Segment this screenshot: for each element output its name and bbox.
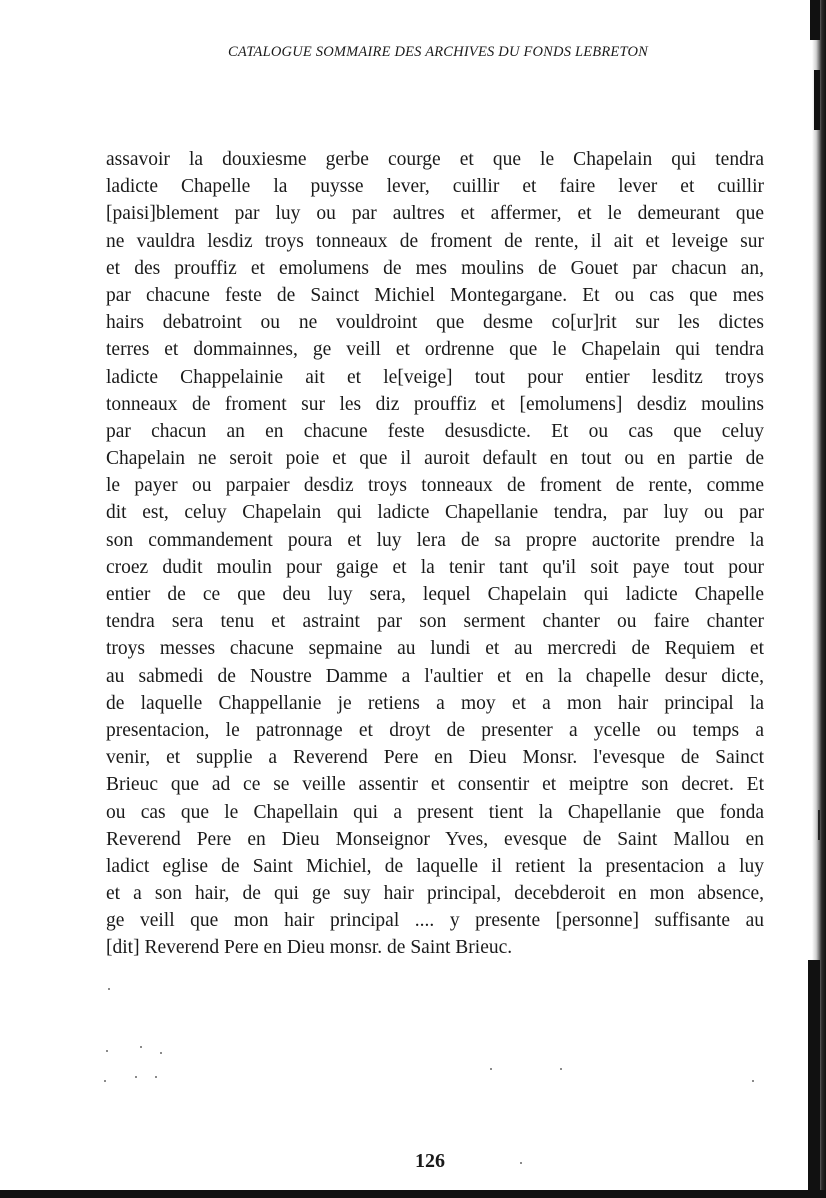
text-line: par chacune feste de Sainct Michiel Montegargane. Et ou cas que mes xyxy=(106,284,764,306)
text-line: au sabmedi de Noustre Damme a l'aultier et en la chapelle desur dicte, xyxy=(106,665,764,687)
text-line: [paisi]blement par luy ou par aultres et affermer, et le demeurant que xyxy=(106,203,764,225)
scan-speck xyxy=(140,1046,142,1048)
scan-edge-mark xyxy=(808,960,820,1190)
scan-speck xyxy=(520,1162,522,1164)
text-line: Brieuc que ad ce se veille assentir et consentir et meiptre son decret. Et xyxy=(106,774,764,796)
text-line: le payer ou parpaier desdiz troys tonneaux de froment de rente, comme xyxy=(106,475,764,497)
scan-speck xyxy=(108,988,110,990)
text-line: de laquelle Chappellanie je retiens a moy et a mon hair principal la xyxy=(106,692,764,714)
text-line: croez dudit moulin pour gaige et la tenir tant qu'il soit paye tout pour xyxy=(106,556,764,578)
scan-speck xyxy=(104,1080,106,1082)
text-line: dit est, celuy Chapelain qui ladicte Chapellanie tendra, par luy ou par xyxy=(106,502,764,524)
text-line: et des prouffiz et emolumens de mes moulins de Gouet par chacun an, xyxy=(106,257,764,279)
scan-speck xyxy=(160,1052,162,1054)
page-number: 126 xyxy=(415,1150,445,1172)
text-line: ladicte Chappelainie ait et le[veige] tout pour entier lesditz troys xyxy=(106,366,764,388)
text-line: ne vauldra lesdiz troys tonneaux de froment de rente, il ait et leveige sur xyxy=(106,230,764,252)
text-line: tonneaux de froment sur les diz prouffiz et [emolumens] desdiz moulins xyxy=(106,393,764,415)
scan-speck xyxy=(135,1076,137,1078)
text-line: hairs debatroint ou ne vouldroint que desme co[ur]rit sur les dictes xyxy=(106,312,764,334)
text-line: troys messes chacune sepmaine au lundi et au mercredi de Requiem et xyxy=(106,638,764,660)
text-line: venir, et supplie a Reverend Pere en Dieu Monsr. l'evesque de Sainct xyxy=(106,747,764,769)
text-line: presentacion, le patronnage et droyt de presenter a ycelle ou temps a xyxy=(106,719,764,741)
scan-speck xyxy=(155,1076,157,1078)
text-line: Reverend Pere en Dieu Monseignor Yves, evesque de Saint Mallou en xyxy=(106,828,764,850)
text-line: et a son hair, de qui ge suy hair principal, decebderoit en mon absence, xyxy=(106,883,764,905)
scan-speck xyxy=(752,1080,754,1082)
scan-speck xyxy=(560,1068,562,1070)
scan-edge-mark xyxy=(814,70,820,130)
scan-speck xyxy=(106,1050,108,1052)
text-line: Chapelain ne seroit poie et que il auroit default en tout ou en partie de xyxy=(106,448,764,470)
margin-mark xyxy=(818,810,820,840)
scan-edge-bottom xyxy=(0,1190,826,1198)
text-line: ladict eglise de Saint Michiel, de laquelle il retient la presentacion a luy xyxy=(106,855,764,877)
body-text xyxy=(106,146,764,962)
text-line: par chacun an en chacune feste desusdicte. Et ou cas que celuy xyxy=(106,420,764,442)
text-line: ou cas que le Chapellain qui a present tient la Chapellanie que fonda xyxy=(106,801,764,823)
running-header: CATALOGUE SOMMAIRE DES ARCHIVES DU FONDS LEBRETON xyxy=(227,44,649,60)
text-line: entier de ce que deu luy sera, lequel Chapelain qui ladicte Chapelle xyxy=(106,584,764,605)
scan-speck xyxy=(490,1068,492,1070)
text-line: tendra sera tenu et astraint par son serment chanter ou faire chanter xyxy=(106,611,764,633)
scan-edge-mark xyxy=(810,0,820,40)
text-line: [dit] Reverend Pere en Dieu monsr. de Saint Brieuc. xyxy=(106,937,513,959)
text-line: assavoir la douxiesme gerbe courge et que le Chapelain qui tendra xyxy=(106,149,764,170)
text-line: ge veill que mon hair principal .... y presente [personne] suffisante au xyxy=(106,910,764,932)
text-line: terres et dommainnes, ge veill et ordrenne que le Chapelain qui tendra xyxy=(106,339,764,361)
text-line: ladicte Chapelle la puysse lever, cuillir et faire lever et cuillir xyxy=(106,176,764,198)
text-line: son commandement poura et luy lera de sa propre auctorite prendre la xyxy=(106,529,764,551)
